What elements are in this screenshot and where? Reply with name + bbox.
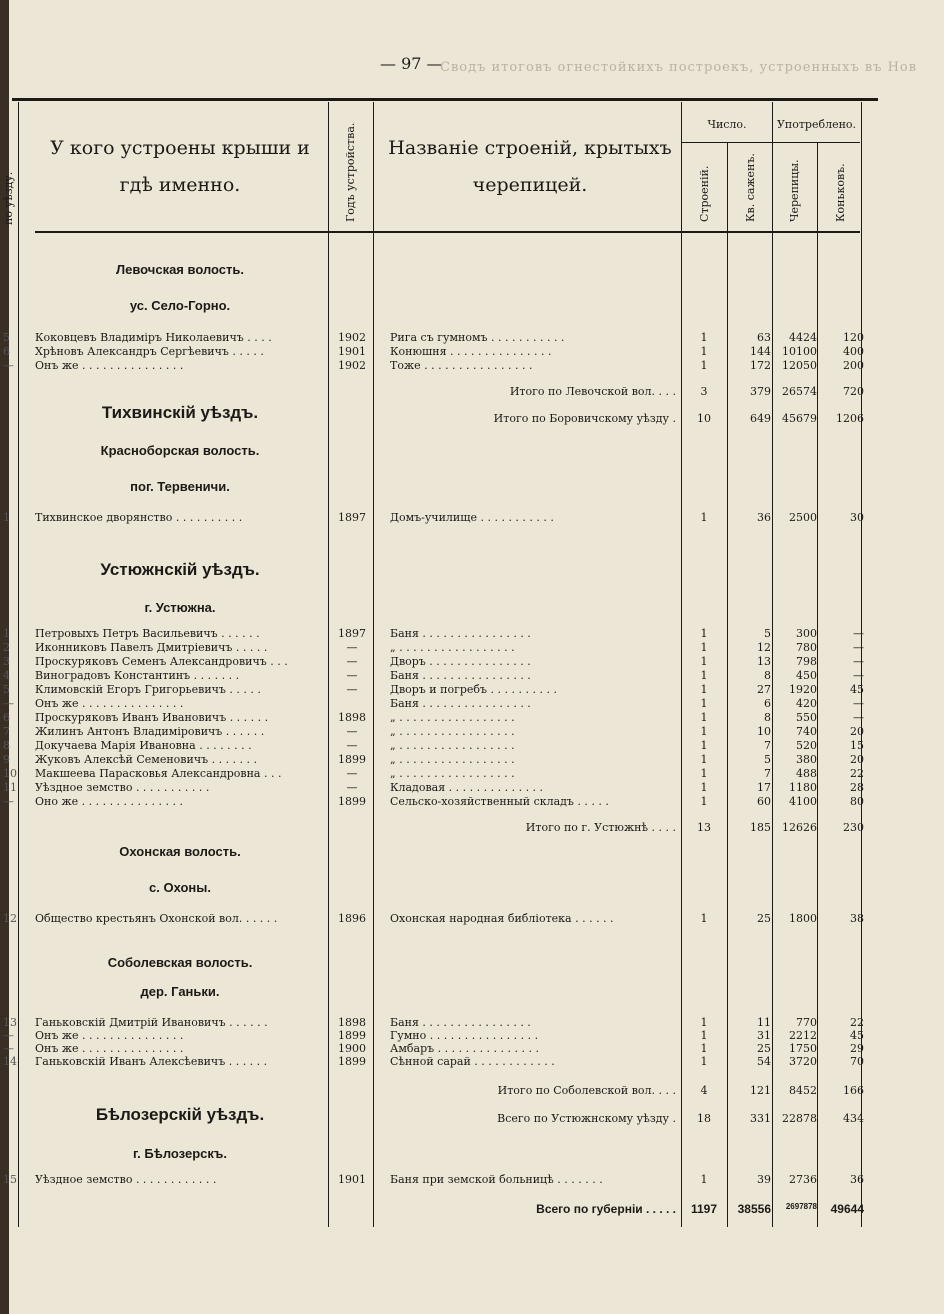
total-row: Итого по Боровичскому уѣзду . 10 649 45679 1206 — [493, 412, 864, 425]
total-row: Итого по Соболевской вол. . . . 4 121 8452 166 — [497, 1084, 864, 1097]
section-s-okhony: с. Охоны. — [149, 880, 211, 895]
bleed-through-text: Сводъ итоговъ огнестойкихъ построекъ, устроенныхъ въ Нов — [440, 60, 918, 75]
table-row: 14 Ганьковскій Иванъ Алексѣевичъ . . . . . . 1899 Сѣнной сарай . . . . . . . . . . . . 1 54 3720 70 — [3, 1055, 864, 1068]
section-krasnoborskaya-volost: Красноборская волость. — [100, 443, 260, 458]
table-row: — Онъ же . . . . . . . . . . . . . . . 1900 Амбаръ . . . . . . . . . . . . . . . 1 25 1750 29 — [3, 1042, 864, 1055]
table-row: — Онъ же . . . . . . . . . . . . . . . Баня . . . . . . . . . . . . . . . . 1 6 420 — — [3, 697, 864, 710]
group-header-rule — [682, 142, 860, 143]
table-row: 10 Макшеева Парасковья Александровна . . . — „ . . . . . . . . . . . . . . . . . 1 7 488 22 — [3, 767, 864, 780]
table-row: 7 Жилинъ Антонъ Владиміровичъ . . . . . . — „ . . . . . . . . . . . . . . . . . 1 10 740 20 — [3, 725, 864, 738]
header-bottom-rule — [35, 231, 860, 233]
header-left-stub: по уѣзду. — [2, 171, 15, 225]
table-row: 9 Жуковъ Алексѣй Семеновичъ . . . . . . . 1899 „ . . . . . . . . . . . . . . . . . 1 5 380 20 — [3, 753, 864, 766]
header-buildings: Строеній. — [698, 165, 711, 222]
header-who-where: У кого устроены крыши и гдѣ именно. — [50, 137, 310, 196]
table-row: 5 Климовскій Егоръ Григорьевичъ . . . . . — Дворъ и погребъ . . . . . . . . . . 1 27 1920 45 — [3, 683, 864, 696]
table-row: 3 Проскуряковъ Семенъ Александровичъ . . . — Дворъ . . . . . . . . . . . . . . . 1 13 798 — — [3, 655, 864, 668]
section-g-ustyuzhna: г. Устюжна. — [144, 600, 216, 615]
table-row: 1 Петровыхъ Петръ Васильевичъ . . . . . . 1897 Баня . . . . . . . . . . . . . . . . 1 5 300 — — [3, 627, 864, 640]
header-building-name: Названіе строеній, крытыхъ черепицей. — [388, 137, 672, 196]
table-row: 2 Иконниковъ Павелъ Дмитріевичъ . . . . . — „ . . . . . . . . . . . . . . . . . 1 12 780 — — [3, 641, 864, 654]
table-row: 15 Уѣздное земство . . . . . . . . . . . . 1901 Баня при земской больницѣ . . . . . . . 1 39 2736 36 — [3, 1173, 864, 1186]
section-terveniči: пог. Тервеничи. — [130, 479, 230, 494]
section-g-belozersk: г. Бѣлозерскъ. — [133, 1146, 227, 1161]
header-tiles: Черепицы. — [788, 159, 801, 222]
section-der-ganki: дер. Ганьки. — [140, 984, 220, 999]
table-row: 13 Ганьковскій Дмитрій Ивановичъ . . . . . . 1898 Баня . . . . . . . . . . . . . . . . 1 11 770 22 — [3, 1016, 864, 1029]
table-row: 6 Проскуряковъ Иванъ Ивановичъ . . . . . . 1898 „ . . . . . . . . . . . . . . . . . 1 8 550 — — [3, 711, 864, 724]
table-row: 5 Коковцевъ Владиміръ Николаевичъ . . . . 1902 Рига съ гумномъ . . . . . . . . . . . 1 63 4424 120 — [3, 331, 864, 344]
table-row: 6 Хрѣновъ Александръ Сергѣевичъ . . . . . 1901 Конюшня . . . . . . . . . . . . . . . 1 144 10100 400 — [3, 345, 864, 358]
section-tikhvin-uezd: Тихвинскій уѣздъ. — [101, 403, 259, 422]
table-row: 4 Виноградовъ Константинъ . . . . . . . — Баня . . . . . . . . . . . . . . . . 1 8 450 — — [3, 669, 864, 682]
table-row: — Онъ же . . . . . . . . . . . . . . . 1899 Гумно . . . . . . . . . . . . . . . . 1 31 2212 45 — [3, 1029, 864, 1042]
table-row: 11 Уѣздное земство . . . . . . . . . . . — Кладовая . . . . . . . . . . . . . . 1 17 1180 28 — [3, 781, 864, 794]
header-count-group: Число. — [707, 118, 747, 131]
table-row: 1 Тихвинское дворянство . . . . . . . . . . 1897 Домъ-училище . . . . . . . . . . . 1 36 2500 30 — [3, 511, 864, 524]
table-row: — Онъ же . . . . . . . . . . . . . . . 1902 Тоже . . . . . . . . . . . . . . . . 1 172 12050 200 — [3, 359, 864, 372]
table-row: 12 Общество крестьянъ Охонской вол. . . . . . 1896 Охонская народная библіотека . . . . . . 1 25 1800 38 — [3, 912, 864, 925]
total-row: Итого по г. Устюжнѣ . . . . 13 185 12626 230 — [525, 821, 864, 834]
grand-total-row: Всего по губерніи . . . . . 1197 38556 2697878 49644 — [536, 1202, 864, 1216]
section-selo-gorno: ус. Село-Горно. — [129, 298, 231, 313]
header-used-group: Употреблено. — [776, 118, 857, 131]
section-sobolevskaya-volost: Соболевская волость. — [107, 955, 253, 970]
table-row: — Оно же . . . . . . . . . . . . . . . 1899 Сельско-хозяйственный складъ . . . . . 1 60 4100 80 — [3, 795, 864, 808]
total-row: Всего по Устюжнскому уѣзду . 18 331 22878 434 — [497, 1112, 864, 1125]
section-belozersk-uezd: Бѣлозерскій уѣздъ. — [95, 1105, 265, 1124]
page-number: — 97 — — [380, 54, 443, 73]
section-levochskaya-volost: Левочская волость. — [116, 262, 244, 277]
section-okhonskaya-volost: Охонская волость. — [119, 844, 241, 859]
table-row: 8 Докучаева Марія Ивановна . . . . . . . . — „ . . . . . . . . . . . . . . . . . 1 7 520 15 — [3, 739, 864, 752]
header-year: Годъ устройства. — [344, 122, 357, 222]
total-row: Итого по Левочской вол. . . . 3 379 26574 720 — [509, 385, 864, 398]
section-ustyuzhna-uezd: Устюжнскій уѣздъ. — [100, 560, 260, 579]
header-square-sazhen: Кв. саженъ. — [744, 153, 757, 222]
table-top-rule — [12, 98, 878, 101]
header-ridges: Коньковъ. — [834, 163, 847, 222]
